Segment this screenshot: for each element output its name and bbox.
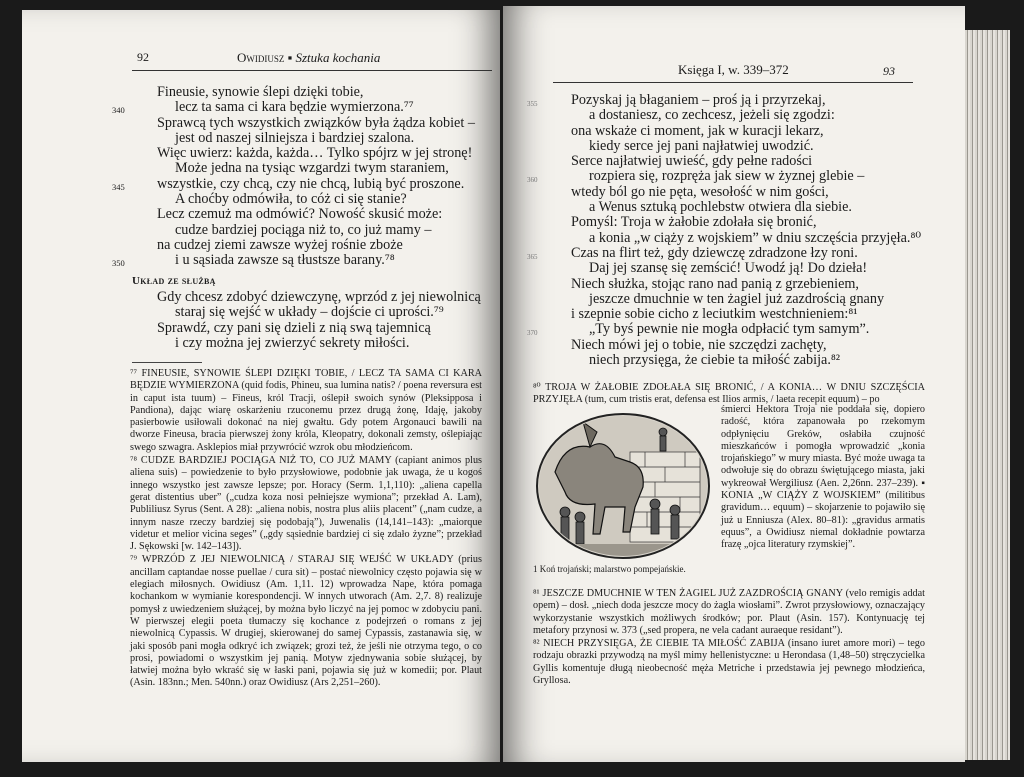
footnote-80-head: ⁸⁰ TROJA W ŻAŁOBIE ZDOŁAŁA SIĘ BRONIĆ, / A KONIA… W DNIU SZCZĘŚCIA PRZYJĘŁA (tum, cum tristis erat, defensa est Ilios armis, / laeta recepit equum) – po	[533, 382, 925, 406]
verse-line	[571, 200, 921, 215]
verse-text: Pozyskaj ją błaganiem – proś ją i przyrzekaj,	[571, 92, 826, 108]
line-number: 365	[527, 252, 538, 261]
verse-line	[571, 307, 921, 322]
verse-line	[571, 124, 921, 139]
verse-line	[157, 207, 475, 222]
footnote-80-side: śmierci Hektora Troja nie poddała się, dopiero radość, która zapanowała po rzekomym odpłynięciu Greków, osłabiła czujność mieszkańców i pomogła wprowadzić „konia trojańskiego” w mury miasta. Być może uwaga ta odwołuje się do obrazu świętującego miasta, jaki wykreował Wergiliusz (Aen. 2,26nn. 237–239). ▪ KONIA „W CIĄŻY Z WOJSKIEM” (militibus gravidum… equum) – skojarzenie to pojawiło się już u Enniusza (Alex. 80–81): „gravidus armatis equus”, a Owidiusz niemal dokładnie powtarza frazę „ojca literatury rzymskiej”.	[721, 404, 925, 551]
section-title: Układ ze służbą	[132, 275, 216, 287]
right-page	[503, 6, 965, 762]
verse-text: Sprawdź, czy pani się dzieli z nią swą tajemnicą	[157, 319, 431, 336]
verse-text: ona wskaże ci moment, jak w kuracji lekarz,	[571, 122, 824, 139]
verse-line	[527, 321, 921, 338]
line-number: 355	[527, 100, 538, 108]
verse-line	[571, 338, 921, 353]
verse-line	[112, 99, 475, 116]
running-head-separator: ▪	[287, 50, 293, 65]
verse-text: Pomyśl: Troja w żałobie zdołała się bronić,	[571, 214, 817, 231]
line-number: 370	[527, 329, 538, 338]
verse-line	[157, 85, 475, 100]
poem-stanza-1	[112, 84, 475, 269]
verse-line	[571, 277, 921, 292]
page-number-left: 92	[137, 50, 149, 64]
trojan-horse-illustration	[535, 412, 711, 560]
verse-line	[157, 131, 475, 146]
verse-text: wtedy ból go nie pęta, wesołość w nim gości,	[571, 183, 829, 200]
verse-line	[571, 215, 921, 230]
verse-line	[571, 185, 921, 200]
verse-line	[157, 116, 475, 131]
verse-text: wszystkie, czy chcą, czy nie chcą, lubią być proszone.	[157, 175, 465, 192]
verse-text: „Ty byś pewnie nie mogła odpłacić tym samym”.	[589, 321, 870, 338]
footnote: ⁷⁷ FINEUSIE, SYNOWIE ŚLEPI DZIĘKI TOBIE, / LECZ TA SAMA CI KARA BĘDZIE WYMIERZONA (quid fodis, Phineu, sua lumina natis? / poena reversura est in caput ista tuum) – Fineus, król Tracji, oślepił swoich synów (Pleksipposa i Pandiona), dając wiarę oskarżeniu rzuconemu przez drugą żonę, Idaję, jakoby pasierbowie usiłowali dokonać na niej gwałtu. Gdy potem Argonauci bawili na dworze Fineusa, bracia pierwszej żony króla, Kleopatry, dokonali zemsty, oślepiając swego szwagra. Asklepios miał przywrócić wzrok obu młodzieńcom.	[130, 368, 482, 453]
line-number: 350	[112, 258, 125, 269]
verse-text: Fineusie, synowie ślepi dzięki tobie,	[157, 84, 364, 100]
verse-text: i czy można jej zwierzyć sekrety miłości.	[175, 334, 410, 351]
verse-text: A choćby odmówiła, to cóż ci się stanie?	[175, 191, 407, 208]
footnote: ⁷⁸ CUDZE BARDZIEJ POCIĄGA NIŻ TO, CO JUŻ MAMY (capiant animos plus aliena suis) – powiedzenie to było przysłowiowe, podobnie jak uwaga, że u kogoś innego wszystko jest zawsze lepsze; por. Horacy (Serm. 1,1,110): „aliena capella gerat distentius uber” („cudza koza nosi pełniejsze wymiona”; przekład A. Lam), Publiliusz Syrus (Sent. A 28): „aliena nobis, nostra plus aliis placent” („nam cudze, a innym nasze rzeczy bardziej się podobają”), Juwenalis (14,141–143): „maiorque videtur et melior vicina seges” („gdy sąsiednie bardziej ci się zdało żyzne”; przekład J. Sękowski [w. 142–143]).	[130, 455, 482, 553]
verse-text: lecz ta sama ci kara będzie wymierzona.⁷⁷	[175, 99, 414, 116]
footnotes-right	[533, 588, 925, 688]
verse-line	[571, 139, 921, 154]
book-title: Sztuka kochania	[295, 50, 381, 65]
verse-text: Może jedna na tysiąc wzgardzi twym staraniem,	[175, 160, 449, 177]
verse-line	[571, 261, 921, 276]
caption-number: 1	[533, 564, 538, 574]
verse-line	[527, 244, 921, 261]
caption-text: Koń trojański; malarstwo pompejańskie.	[539, 564, 686, 574]
verse-line	[571, 353, 921, 368]
page-edges	[965, 30, 1010, 760]
running-head-left	[237, 50, 380, 66]
verse-text: staraj się wejść w układy – dojście ci uprości.⁷⁹	[175, 304, 444, 321]
verse-line	[527, 92, 921, 108]
verse-line	[112, 175, 475, 192]
verse-line	[571, 231, 921, 246]
verse-text: i szepnie sobie cicho z leciutkim westchnieniem:⁸¹	[571, 306, 858, 323]
poem-right	[527, 92, 922, 369]
verse-text: jeszcze dmuchnie w ten żagiel już zazdrością gnany	[589, 290, 885, 307]
footnote: ⁸¹ JESZCZE DMUCHNIE W TEN ŻAGIEL JUŻ ZAZDROŚCIĄ GNANY (velo remigis addat opem) – dosł. „niech doda jeszcze mocy do żagla wiosłami”. Zwrot przysłowiowy, oznaczający wykorzystanie wszystkich możliwych środków; por. Plaut (Asin. 157). Kontynuację tej metafory przynosi w. 373 („sed propera, ne vela cadant auraeque residant”).	[533, 588, 925, 636]
verse-line	[157, 321, 481, 336]
verse-line	[571, 154, 921, 169]
footnotes-left	[130, 368, 482, 691]
poem-stanza-2	[157, 290, 481, 351]
verse-text: Sprawcą tych wszystkich związków była żądza kobiet –	[157, 114, 475, 131]
verse-text: Czas na flirt też, gdy dziewczę zdradzone łzy roni.	[571, 244, 858, 261]
verse-text: Więc uwierz: każda, każda… Tylko spójrz w jej stronę!	[157, 145, 473, 162]
verse-text: i u sąsiada zawsze są tłustsze barany.⁷⁸	[175, 252, 395, 269]
running-head-right: Księga I, w. 339–372	[678, 62, 789, 77]
verse-text: a konia „w ciąży z wojskiem” w dniu szczęścia przyjęła.⁸⁰	[589, 229, 922, 246]
verse-line	[157, 336, 481, 351]
verse-text: Serce najłatwiej uwieść, gdy pełne radości	[571, 153, 813, 170]
verse-text: Niech służka, stojąc rano nad panią z grzebieniem,	[571, 275, 859, 292]
line-number: 360	[527, 176, 538, 185]
verse-line	[157, 305, 481, 320]
verse-text: a dostaniesz, co zechcesz, jeżeli się zgodzi:	[589, 107, 835, 124]
verse-line	[157, 146, 475, 161]
verse-text: jest od naszej silniejsza i bardziej szalona.	[175, 129, 415, 146]
verse-line	[571, 292, 921, 307]
verse-line	[157, 238, 475, 253]
left-page	[22, 10, 500, 762]
verse-line	[527, 168, 921, 185]
verse-text: a Wenus sztuką pochlebstw otwiera dla siebie.	[589, 199, 852, 216]
verse-text: na cudzej ziemi zawsze wyżej rośnie zboże	[157, 236, 403, 253]
page-number-right: 93	[883, 64, 895, 78]
header-rule-right	[553, 82, 913, 83]
verse-text: Lecz czemuż ma odmówić? Nowość skusić może:	[157, 206, 443, 223]
verse-line	[157, 290, 481, 305]
illustration-caption	[533, 564, 686, 574]
verse-line	[157, 192, 475, 207]
verse-line	[157, 223, 475, 238]
footnote: ⁸² NIECH PRZYSIĘGA, ŻE CIEBIE TA MIŁOŚĆ ZABIJA (insano iuret amore mori) – tego rodzaju obrazki przywodzą na myśl mimy hellenistyczne: u Herondasa (1,48–50) stręczycielka Gyllis komentuje długą nieobecność męża Metriche i przedstawia jej pewnego młodzieńca, Gryllosa.	[533, 638, 925, 687]
author-name: Owidiusz	[237, 50, 285, 65]
line-number: 345	[112, 181, 125, 192]
verse-text: Gdy chcesz zdobyć dziewczynę, wprzód z jej niewolnicą	[157, 289, 481, 305]
verse-text: kiedy serce jej pani najłatwiej uwodzić.	[589, 137, 814, 154]
verse-line	[571, 108, 921, 123]
verse-text: Niech mówi jej o tobie, nie szczędzi zachęty,	[571, 336, 827, 353]
verse-text: niech przysięga, że ciebie ta miłość zabija.⁸²	[589, 352, 841, 369]
header-rule	[132, 70, 492, 71]
verse-line	[112, 252, 475, 269]
footnote: ⁷⁹ WPRZÓD Z JEJ NIEWOLNICĄ / STARAJ SIĘ WEJŚĆ W UKŁADY (prius ancillam captandae nosse puellae / cura sit) – postać niewolnicy często pojawia się w elegiach miłosnych. Owidiusz (Am. 1,11. 12) wprowadza Nape, która pomaga kochankom w wymianie korespondencji. W innych utworach (Am. 2,7. 8) realizuje pomysł z uwiedzeniem służącej, by można było liczyć na jej pomoc w zdobyciu pani. W pierwszej elegii poeta tłumaczy się kochance z podejrzeń o romans z jej niewolnicą Cypassis. W drugiej, skierowanej do samej Cypassis, zastanawia się, w jaki sposób pani mogła odkryć ich związek; grozi też, że jeśli nie otrzyma tego, o co prosi, powiadomi o wszystkim jej panią. Motyw zjednywania sobie służącej, by łatwiej można było wkraść się w łaski pani, pojawia się już w komedii; por. Plaut (Asin. 183nn.; Men. 540nn.) oraz Owidiusz (Ars 2,251–260).	[130, 554, 482, 689]
footnote-rule-left	[132, 362, 202, 363]
verse-text: rozpiera się, rozpręża jak siew w żyznej glebie –	[589, 168, 865, 185]
verse-text: cudze bardziej pociąga niż to, co już mamy –	[175, 221, 432, 238]
verse-text: Daj jej szansę się zemścić! Uwodź ją! Do dzieła!	[589, 260, 868, 277]
verse-line	[157, 161, 475, 176]
line-number: 340	[112, 105, 125, 116]
